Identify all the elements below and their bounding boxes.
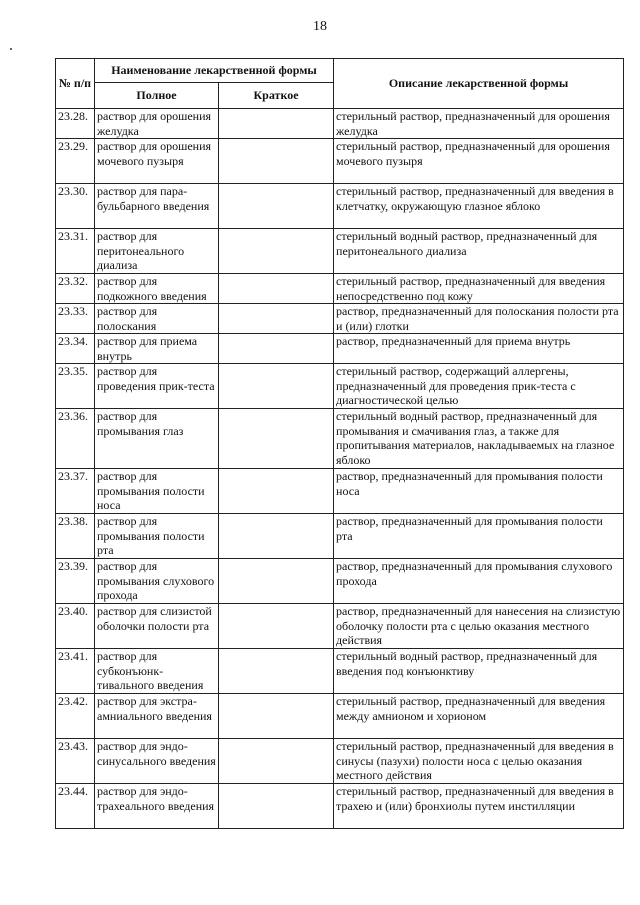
row-full-name: раствор для пара-бульбарного введения [95, 184, 219, 229]
row-number: 23.38. [56, 514, 95, 559]
row-number: 23.33. [56, 304, 95, 334]
row-full-name: раствор для проведения прик-теста [95, 364, 219, 409]
row-description: раствор, предназначенный для промывания слухового прохода [334, 559, 624, 604]
row-description: стерильный водный раствор, предназначенный для промывания и смачивания глаз, а также для пропитывания материалов, накладываемых на глазное яблоко [334, 409, 624, 469]
row-full-name: раствор для эндо-трахеального введения [95, 784, 219, 829]
row-full-name: раствор для перитонеального диализа [95, 229, 219, 274]
row-full-name: раствор для приема внутрь [95, 334, 219, 364]
row-description: раствор, предназначенный для промывания полости рта [334, 514, 624, 559]
table-row [56, 139, 624, 184]
row-short-name [219, 649, 334, 694]
row-short-name [219, 364, 334, 409]
row-description: раствор, предназначенный для промывания полости носа [334, 469, 624, 514]
row-short-name [219, 409, 334, 469]
row-description: стерильный раствор, предназначенный для введения в трахею и (или) бронхиолы путем инстилляции [334, 784, 624, 829]
row-number: 23.34. [56, 334, 95, 364]
row-description: стерильный раствор, предназначенный для орошения желудка [334, 109, 624, 139]
table-header [56, 59, 624, 109]
row-number: 23.42. [56, 694, 95, 739]
table-row [56, 469, 624, 514]
row-full-name: раствор для эндо-синусального введения [95, 739, 219, 784]
table-row [56, 784, 624, 829]
table-row [56, 604, 624, 649]
table-row [56, 649, 624, 694]
table-row [56, 109, 624, 139]
row-short-name [219, 229, 334, 274]
row-full-name: раствор для промывания полости рта [95, 514, 219, 559]
table-row [56, 274, 624, 304]
table-row [56, 364, 624, 409]
row-short-name [219, 784, 334, 829]
row-short-name [219, 139, 334, 184]
row-short-name [219, 184, 334, 229]
table-row [56, 334, 624, 364]
row-full-name: раствор для полоскания [95, 304, 219, 334]
row-number: 23.32. [56, 274, 95, 304]
row-description: стерильный раствор, предназначенный для введения в синусы (пазухи) полости носа с целью оказания местного действия [334, 739, 624, 784]
table-row [56, 739, 624, 784]
table-row [56, 304, 624, 334]
table-row [56, 559, 624, 604]
row-number: 23.36. [56, 409, 95, 469]
header-number: № п/п [56, 59, 95, 109]
row-number: 23.31. [56, 229, 95, 274]
table-row [56, 694, 624, 739]
row-number: 23.43. [56, 739, 95, 784]
row-full-name: раствор для слизистой оболочки полости рта [95, 604, 219, 649]
row-description: раствор, предназначенный для приема внутрь [334, 334, 624, 364]
row-number: 23.30. [56, 184, 95, 229]
row-full-name: раствор для экстра-амниального введения [95, 694, 219, 739]
row-full-name: раствор для промывания полости носа [95, 469, 219, 514]
table-row [56, 409, 624, 469]
row-short-name [219, 604, 334, 649]
row-number: 23.28. [56, 109, 95, 139]
row-short-name [219, 304, 334, 334]
row-description: стерильный раствор, предназначенный для введения непосредственно под кожу [334, 274, 624, 304]
row-description: стерильный раствор, предназначенный для введения в клетчатку, окружающую глазное яблоко [334, 184, 624, 229]
table-row [56, 184, 624, 229]
row-description: раствор, предназначенный для нанесения на слизистую оболочку полости рта с целью оказания местного действия [334, 604, 624, 649]
row-short-name [219, 694, 334, 739]
row-description: стерильный раствор, содержащий аллергены, предназначенный для проведения прик-теста с диагностической целью [334, 364, 624, 409]
row-full-name: раствор для подкожного введения [95, 274, 219, 304]
table-row [56, 514, 624, 559]
row-number: 23.35. [56, 364, 95, 409]
header-name-group: Наименование лекарственной формы [95, 59, 334, 83]
dosage-forms-table [55, 58, 624, 829]
row-short-name [219, 559, 334, 604]
row-description: стерильный раствор, предназначенный для орошения мочевого пузыря [334, 139, 624, 184]
row-description: стерильный водный раствор, предназначенный для введения под конъюнктиву [334, 649, 624, 694]
header-short: Краткое [219, 83, 334, 109]
row-short-name [219, 739, 334, 784]
header-full: Полное [95, 83, 219, 109]
scan-speck [10, 48, 12, 50]
row-full-name: раствор для орошения мочевого пузыря [95, 139, 219, 184]
row-description: стерильный водный раствор, предназначенный для перитонеального диализа [334, 229, 624, 274]
table-row [56, 229, 624, 274]
row-short-name [219, 109, 334, 139]
row-number: 23.44. [56, 784, 95, 829]
header-description: Описание лекарственной формы [334, 59, 624, 109]
row-number: 23.37. [56, 469, 95, 514]
row-full-name: раствор для промывания слухового прохода [95, 559, 219, 604]
row-short-name [219, 514, 334, 559]
row-full-name: раствор для промывания глаз [95, 409, 219, 469]
page-number: 18 [313, 19, 327, 34]
row-short-name [219, 274, 334, 304]
row-full-name: раствор для орошения желудка [95, 109, 219, 139]
row-short-name [219, 469, 334, 514]
row-number: 23.41. [56, 649, 95, 694]
row-number: 23.40. [56, 604, 95, 649]
row-description: стерильный раствор, предназначенный для введения между амнионом и хорионом [334, 694, 624, 739]
row-full-name: раствор для субконъюнк-тивального введения [95, 649, 219, 694]
row-description: раствор, предназначенный для полоскания полости рта и (или) глотки [334, 304, 624, 334]
row-number: 23.29. [56, 139, 95, 184]
row-number: 23.39. [56, 559, 95, 604]
row-short-name [219, 334, 334, 364]
